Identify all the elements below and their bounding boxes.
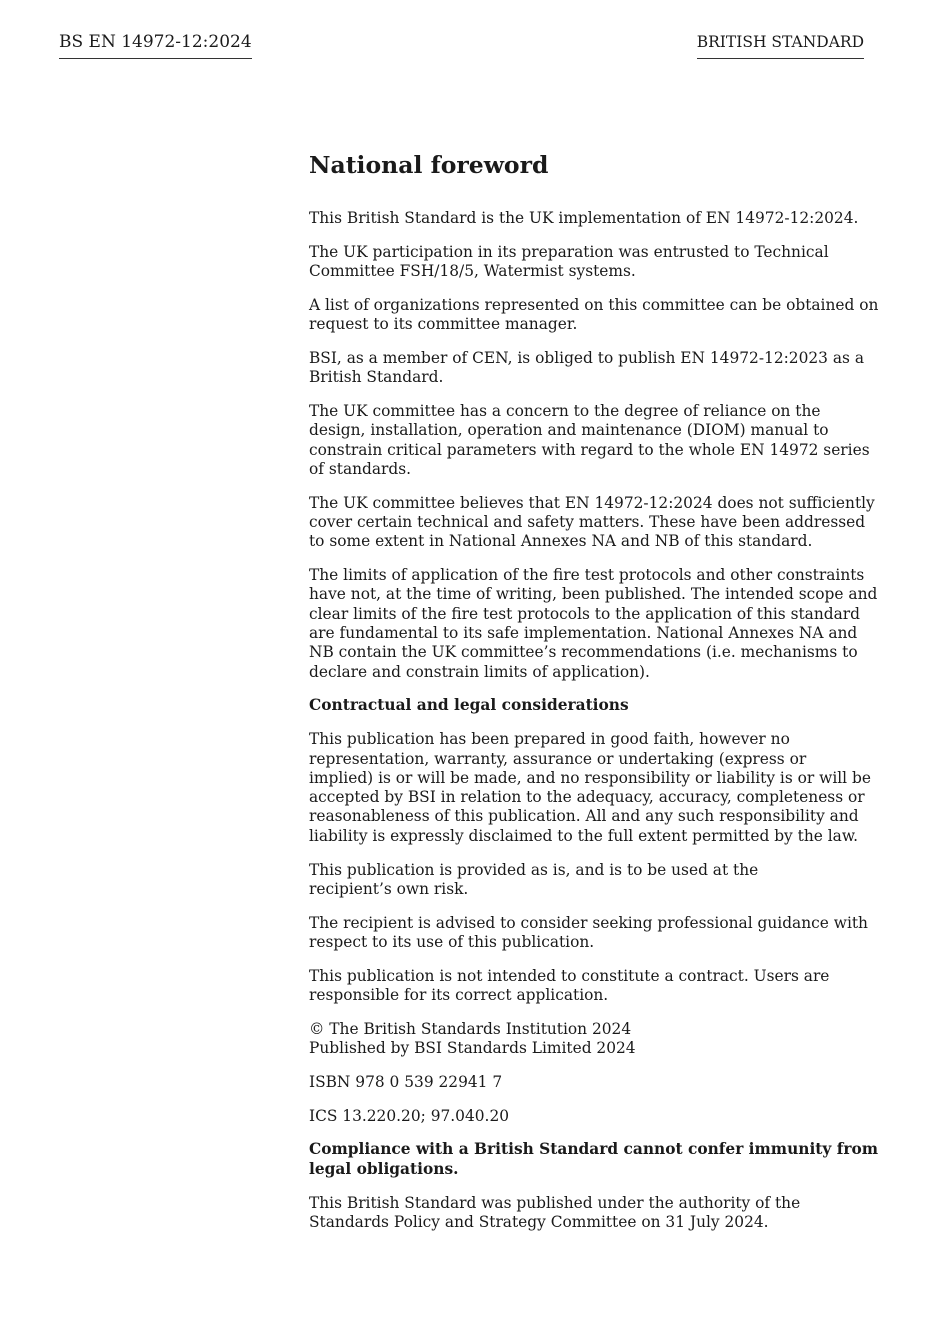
text-line: of standards. <box>309 459 412 478</box>
paragraph <box>309 1073 865 1092</box>
text-line: Compliance with a British Standard cannot confer immunity from <box>309 1140 878 1159</box>
text-line: The recipient is advised to consider seeking professional guidance with <box>309 913 868 932</box>
text-line: legal obligations. <box>309 1159 459 1178</box>
text-line: Published by BSI Standards Limited 2024 <box>309 1039 636 1058</box>
text-line: reasonableness of this publication. All and any such responsibility and <box>309 807 859 826</box>
text-line: This publication is provided as is, and is to be used at the <box>309 860 759 879</box>
text-line: to some extent in National Annexes NA and NB of this standard. <box>309 532 813 551</box>
text-line: cover certain technical and safety matters. These have been addressed <box>309 513 866 532</box>
text-line: accepted by BSI in relation to the adequacy, accuracy, completeness or <box>309 788 865 807</box>
paragraph <box>309 967 865 1006</box>
text-line: respect to its use of this publication. <box>309 932 595 951</box>
text-line: constrain critical parameters with regard to the whole EN 14972 series <box>309 440 870 459</box>
text-line: design, installation, operation and maintenance (DIOM) manual to <box>309 421 829 440</box>
text-line: This British Standard was published under the authority of the <box>309 1193 801 1212</box>
text-line: This British Standard is the UK implementation of EN 14972-12:2024. <box>309 209 859 227</box>
document-type: BRITISH STANDARD <box>697 31 864 59</box>
text-line: © The British Standards Institution 2024 <box>309 1019 632 1038</box>
text-line: responsible for its correct application. <box>309 986 609 1004</box>
text-line: This publication has been prepared in good faith, however no <box>309 730 790 749</box>
text-line: Committee FSH/18/5, Watermist systems. <box>309 262 636 281</box>
text-line: ISBN 978 0 539 22941 7 <box>309 1072 503 1091</box>
text-line: liability is expressly disclaimed to the full extent permitted by the law. <box>309 826 859 845</box>
paragraph <box>309 1107 865 1126</box>
paragraph <box>309 861 865 900</box>
text-line: The UK committee has a concern to the degree of reliance on the <box>309 402 821 421</box>
text-line: Standards Policy and Strategy Committee on 31 July 2024. <box>309 1212 769 1231</box>
paragraph <box>309 913 868 953</box>
page-header <box>0 0 950 70</box>
text-line: are fundamental to its safe implementation. National Annexes NA and <box>309 624 858 643</box>
paragraph <box>309 1194 865 1233</box>
text-line: implied) is or will be made, and no responsibility or liability is or will be <box>309 768 871 787</box>
paragraph <box>309 493 875 552</box>
paragraph <box>309 566 878 682</box>
paragraph <box>309 1020 865 1059</box>
text-line: have not, at the time of writing, been published. The intended scope and <box>309 585 878 604</box>
foreword-body <box>309 209 879 1232</box>
paragraph <box>309 402 870 479</box>
text-line: ICS 13.220.20; 97.040.20 <box>309 1106 510 1125</box>
text-line: The UK committee believes that EN 14972-12:2024 does not sufficiently <box>309 493 875 512</box>
text-line: This publication is not intended to constitute a contract. Users are <box>309 966 830 985</box>
document-id: BS EN 14972-12:2024 <box>59 31 252 59</box>
text-line: clear limits of the fire test protocols to the application of this standard <box>309 604 860 623</box>
paragraph <box>309 730 871 846</box>
paragraph <box>309 295 879 335</box>
text-line: NB contain the UK committee’s recommendations (i.e. mechanisms to <box>309 643 858 662</box>
section-heading <box>309 696 865 715</box>
section-heading <box>309 1140 878 1179</box>
text-line: The limits of application of the fire test protocols and other constraints <box>309 566 865 585</box>
text-line: representation, warranty, assurance or undertaking (express or <box>309 749 807 768</box>
text-line: British Standard. <box>309 368 444 387</box>
text-line: request to its committee manager. <box>309 315 578 334</box>
paragraph <box>309 349 865 388</box>
text-line: The UK participation in its preparation was entrusted to Technical <box>309 242 829 261</box>
paragraph <box>309 243 865 282</box>
page-title: National foreword <box>309 151 549 179</box>
text-line: A list of organizations represented on this committee can be obtained on <box>309 295 879 314</box>
text-line: declare and constrain limits of application). <box>309 662 650 681</box>
text-line: Contractual and legal considerations <box>309 696 629 715</box>
text-line: BSI, as a member of CEN, is obliged to publish EN 14972-12:2023 as a <box>309 348 865 367</box>
text-line: recipient’s own risk. <box>309 879 469 898</box>
paragraph <box>309 209 865 228</box>
foreword-content <box>309 150 879 1247</box>
